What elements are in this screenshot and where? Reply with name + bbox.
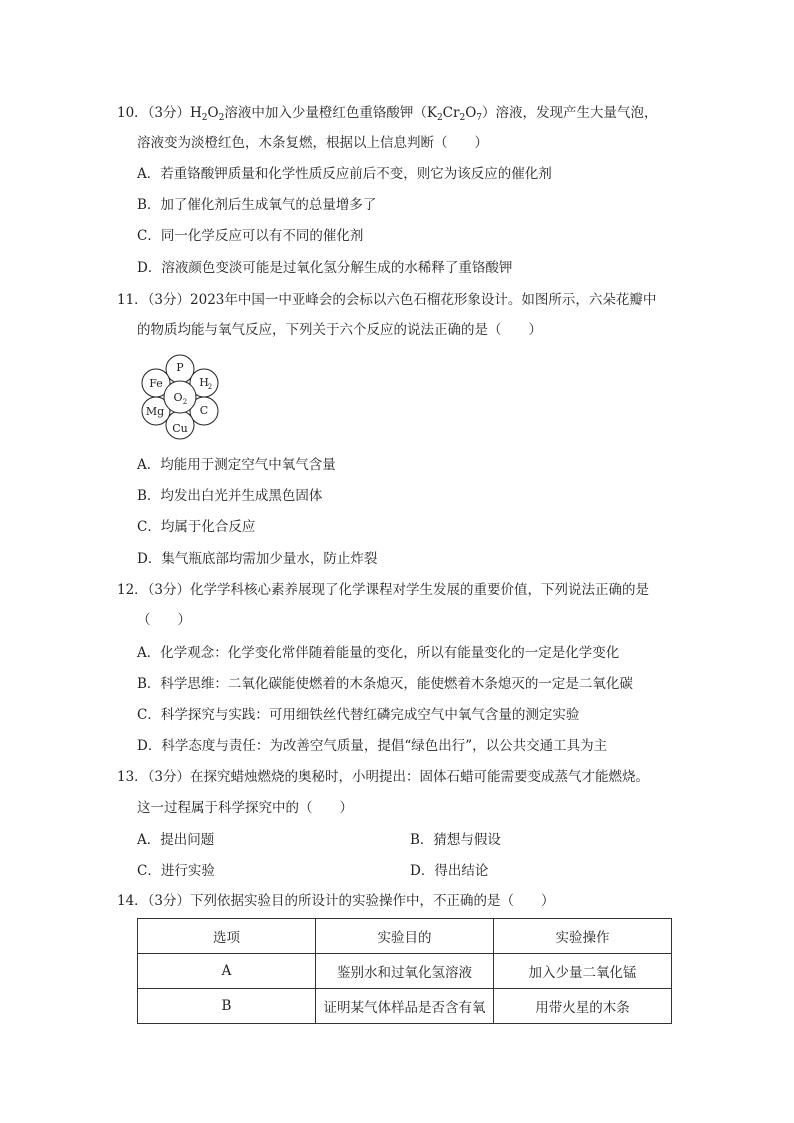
q14-stem-line1: 14．（3分）下列依据实验目的所设计的实验操作中，不正确的是（ ） xyxy=(117,893,555,909)
cell-option: B xyxy=(138,989,316,1024)
q13-stem-line1: 13．（3分）在探究蜡烛燃烧的奥秘时，小明提出：固体石蜡可能需要变成蒸气才能燃烧。 xyxy=(117,769,650,785)
pomegranate-flower-diagram xyxy=(135,350,225,442)
q12-option-c[interactable]: C．科学探究与实践：可用细铁丝代替红磷完成空气中氧气含量的测定实验 xyxy=(137,707,580,723)
q10-option-a[interactable]: A．若重铬酸钾质量和化学性质反应前后不变，则它为该反应的催化剂 xyxy=(137,166,552,182)
petal-label-h-sub: 2 xyxy=(207,383,213,391)
q11-option-c[interactable]: C．均属于化合反应 xyxy=(137,519,256,535)
q10-option-d[interactable]: D．溶液颜色变淡可能是过氧化氢分解生成的水稀释了重铬酸钾 xyxy=(137,260,513,276)
petal-label-mg: Mg xyxy=(145,405,165,418)
q13-option-c[interactable]: C．进行实验 xyxy=(137,863,215,879)
q11-option-b[interactable]: B．均发出白光并生成黑色固体 xyxy=(137,488,323,504)
q11-stem-line1: 11．（3分）2023年中国一中亚峰会的会标以六色石榴花形象设计。如图所示，六朵花瓣中 xyxy=(117,292,657,308)
q13-option-a[interactable]: A．提出问题 xyxy=(137,832,215,848)
cell-purpose: 鉴别水和过氧化氢溶液 xyxy=(316,954,494,989)
q10-option-c[interactable]: C．同一化学反应可以有不同的催化剂 xyxy=(137,228,364,244)
q10-stem-line2: 溶液变为淡橙红色，木条复燃，根据以上信息判断（ ） xyxy=(137,135,488,151)
petal-label-p: P xyxy=(176,361,184,374)
q10-option-b[interactable]: B．加了催化剂后生成氧气的总量增多了 xyxy=(137,197,377,213)
center-label-o: O xyxy=(173,391,183,404)
q12-option-b[interactable]: B．科学思维：二氧化碳能使燃着的木条熄灭，能使燃着木条熄灭的一定是二氧化碳 xyxy=(137,676,633,692)
q13-option-d[interactable]: D．得出结论 xyxy=(410,863,489,879)
center-label-sub: 2 xyxy=(182,398,188,406)
q13-stem-line2: 这一过程属于科学探究中的（ ） xyxy=(137,800,353,816)
q11-option-a[interactable]: A．均能用于测定空气中氧气含量 xyxy=(137,457,336,473)
experiment-table xyxy=(137,918,672,1024)
q13-option-b[interactable]: B．猜想与假设 xyxy=(410,832,501,848)
q10-stem-line1: 10．（3分）$H_2O_2$溶液中加入少量橙红色重铬酸钾$(K_2Cr_2O_7)$溶液，发现产生大量气泡， xyxy=(117,105,658,123)
petal-label-fe: Fe xyxy=(149,377,163,390)
header-purpose: 实验目的 xyxy=(316,919,494,954)
cell-operation: 用带火星的木条 xyxy=(494,989,672,1024)
q11-stem-line2: 的物质均能与氧气反应，下列关于六个反应的说法正确的是（ ） xyxy=(137,322,542,338)
cell-purpose: 证明某气体样品是否含有氧 xyxy=(316,989,494,1024)
q11-option-d[interactable]: D．集气瓶底部均需加少量水，防止炸裂 xyxy=(137,551,378,567)
petal-label-c: C xyxy=(199,404,209,417)
q12-stem-line2: （ ） xyxy=(137,612,191,628)
cell-option: A xyxy=(138,954,316,989)
table-row xyxy=(138,989,672,1024)
q12-stem-line1: 12．（3分）化学学科核心素养展现了化学课程对学生发展的重要价值，下列说法正确的是 xyxy=(117,582,650,598)
q12-option-d[interactable]: D．科学态度与责任：为改善空气质量，提倡“绿色出行”，以公共交通工具为主 xyxy=(137,738,608,754)
table-header-row xyxy=(138,919,672,954)
petal-label-cu: Cu xyxy=(172,422,188,435)
petal-label-h: H xyxy=(199,376,209,389)
cell-operation: 加入少量二氧化锰 xyxy=(494,954,672,989)
header-operation: 实验操作 xyxy=(494,919,672,954)
header-option: 选项 xyxy=(138,919,316,954)
table-row xyxy=(138,954,672,989)
q12-option-a[interactable]: A．化学观念：化学变化常伴随着能量的变化，所以有能量变化的一定是化学变化 xyxy=(137,645,620,661)
